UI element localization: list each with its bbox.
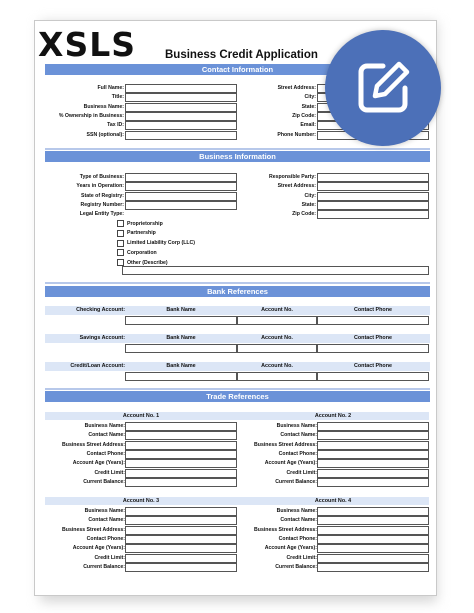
trade-field-label: Contact Name: [88, 517, 125, 524]
trade-account-header: Account No. 2 [237, 412, 429, 420]
entity-type-label: Other (Describe) [127, 259, 168, 266]
business-field-input[interactable] [317, 192, 429, 201]
trade-account-header: Account No. 3 [45, 497, 237, 505]
bank-column-header: Contact Phone [353, 335, 393, 341]
entity-type-option[interactable] [117, 219, 163, 228]
trade-account-header: Account No. 1 [45, 412, 237, 420]
trade-field-label: Contact Name: [280, 517, 317, 524]
bank-section-header: Bank References [45, 286, 430, 297]
contact-field-input[interactable] [125, 93, 237, 102]
bank-reference-row [45, 362, 430, 382]
trade-field-input[interactable] [125, 516, 237, 525]
bank-column-header: Contact Phone [353, 363, 393, 369]
entity-type-option[interactable] [117, 239, 195, 248]
checkbox[interactable] [117, 230, 124, 237]
trade-field-input[interactable] [317, 554, 429, 563]
contact-section-header: Contact Information [45, 64, 430, 75]
trade-section-header: Trade References [45, 391, 430, 402]
trade-field-input[interactable] [125, 535, 237, 544]
trade-field-input[interactable] [317, 526, 429, 535]
trade-field-input[interactable] [317, 535, 429, 544]
contact-field-label: % Ownership in Business: [58, 112, 124, 119]
contact-field-input[interactable] [125, 121, 237, 130]
trade-field-input[interactable] [125, 431, 237, 440]
edit-icon [353, 58, 413, 118]
business-field-label: Zip Code: [292, 211, 316, 218]
business-field-input[interactable] [317, 173, 429, 182]
business-field-label: Years in Operation: [76, 183, 124, 190]
trade-field-label: Contact Phone: [86, 450, 125, 457]
bank-field-input[interactable] [317, 316, 429, 325]
business-field-label: State of Registry: [81, 192, 124, 199]
bank-field-input[interactable] [317, 372, 429, 381]
trade-field-label: Credit Limit: [94, 554, 125, 561]
entity-type-label: Proprietorship [127, 220, 163, 227]
business-field-input[interactable] [317, 201, 429, 210]
logo: XSLS [38, 25, 137, 64]
trade-field-input[interactable] [317, 563, 429, 572]
trade-field-label: Contact Phone: [86, 535, 125, 542]
trade-field-input[interactable] [317, 516, 429, 525]
business-field-label: City: [304, 192, 316, 199]
contact-field-label: Tax ID: [107, 122, 124, 129]
business-section-header: Business Information [45, 151, 430, 162]
trade-field-label: Business Name: [84, 508, 125, 514]
trade-field-label: Business Name: [276, 423, 317, 429]
contact-field-label: City: [304, 94, 316, 101]
trade-field-input[interactable] [125, 450, 237, 459]
trade-field-input[interactable] [317, 431, 429, 440]
trade-field-label: Account Age (Years): [264, 545, 317, 552]
bank-field-input[interactable] [125, 316, 237, 325]
trade-field-input[interactable] [125, 441, 237, 450]
business-field-input[interactable] [125, 192, 237, 201]
business-field-label: Type of Business: [79, 174, 124, 180]
trade-field-label: Contact Name: [280, 432, 317, 439]
business-field-label: Registry Number: [80, 201, 124, 208]
divider [45, 388, 430, 390]
business-field-input[interactable] [125, 201, 237, 210]
trade-field-input[interactable] [125, 478, 237, 487]
bank-field-input[interactable] [237, 344, 317, 353]
bank-column-header: Bank Name [166, 363, 196, 369]
trade-field-label: Current Balance: [275, 563, 317, 570]
bank-row-label: Credit/Loan Account: [70, 363, 125, 369]
entity-type-label: Limited Liability Corp (LLC) [127, 240, 196, 247]
trade-field-input[interactable] [317, 422, 429, 431]
trade-field-input[interactable] [125, 554, 237, 563]
trade-field-label: Credit Limit: [286, 554, 317, 561]
entity-type-option[interactable] [117, 229, 156, 238]
trade-field-input[interactable] [125, 563, 237, 572]
checkbox[interactable] [117, 249, 124, 256]
bank-column-header: Bank Name [166, 335, 196, 341]
bank-row-label: Savings Account: [79, 335, 125, 341]
divider [45, 282, 430, 284]
other-describe-input[interactable] [122, 266, 429, 275]
contact-field-label: Email: [300, 122, 316, 129]
bank-field-input[interactable] [317, 344, 429, 353]
contact-field-label: Title: [111, 94, 124, 101]
bank-column-header: Bank Name [166, 307, 196, 313]
business-field-input[interactable] [125, 182, 237, 191]
trade-field-input[interactable] [317, 478, 429, 487]
business-field-label: Street Address: [277, 183, 316, 190]
bank-field-input[interactable] [125, 344, 237, 353]
checkbox[interactable] [117, 220, 124, 227]
trade-field-label: Business Name: [84, 423, 125, 429]
trade-field-input[interactable] [125, 526, 237, 535]
divider [45, 148, 430, 150]
trade-field-label: Account Age (Years): [72, 545, 125, 552]
business-field-input[interactable] [317, 210, 429, 219]
entity-type-option[interactable] [117, 248, 157, 257]
contact-field-input[interactable] [125, 103, 237, 112]
contact-field-label: SSN (optional): [86, 131, 124, 138]
trade-field-input[interactable] [317, 544, 429, 553]
trade-account-header: Account No. 4 [237, 497, 429, 505]
trade-field-input[interactable] [317, 459, 429, 468]
trade-field-label: Business Street Address: [254, 441, 317, 448]
trade-field-label: Account Age (Years): [264, 460, 317, 467]
trade-field-input[interactable] [317, 450, 429, 459]
trade-field-label: Current Balance: [275, 478, 317, 485]
trade-field-input[interactable] [317, 441, 429, 450]
trade-field-label: Business Name: [276, 508, 317, 514]
trade-field-label: Contact Phone: [278, 535, 317, 542]
trade-field-input[interactable] [125, 544, 237, 553]
page-title: Business Credit Application [165, 49, 318, 61]
trade-field-label: Current Balance: [83, 563, 125, 570]
business-field-input[interactable] [125, 173, 237, 182]
business-field-label: Legal Entity Type: [79, 211, 124, 218]
trade-field-label: Account Age (Years): [72, 460, 125, 467]
trade-field-label: Contact Phone: [278, 450, 317, 457]
contact-field-label: Phone Number: [277, 131, 316, 138]
bank-column-header: Contact Phone [353, 307, 393, 313]
trade-field-input[interactable] [317, 469, 429, 478]
contact-field-label: Zip Code: [292, 112, 316, 119]
contact-field-label: State: [301, 103, 316, 110]
trade-field-input[interactable] [125, 422, 237, 431]
bank-reference-row [45, 306, 430, 326]
trade-field-label: Business Street Address: [254, 526, 317, 533]
contact-field-input[interactable] [125, 112, 237, 121]
entity-type-label: Corporation [127, 249, 157, 256]
trade-field-label: Credit Limit: [94, 469, 125, 476]
entity-type-label: Partnership [127, 230, 156, 237]
bank-row-label: Checking Account: [76, 307, 125, 313]
contact-field-input[interactable] [125, 131, 237, 140]
trade-field-input[interactable] [317, 507, 429, 516]
edit-badge[interactable] [325, 30, 441, 146]
business-field-label: Responsible Party: [269, 174, 316, 180]
bank-column-header: Account No. [261, 363, 293, 369]
trade-field-input[interactable] [125, 507, 237, 516]
contact-field-label: Full Name: [97, 85, 124, 91]
contact-field-label: Street Address: [277, 85, 316, 91]
trade-field-label: Contact Name: [88, 432, 125, 439]
bank-field-input[interactable] [237, 316, 317, 325]
trade-field-label: Business Street Address: [62, 526, 125, 533]
business-field-input[interactable] [317, 182, 429, 191]
business-field-label: State: [301, 201, 316, 208]
bank-column-header: Account No. [261, 335, 293, 341]
trade-field-label: Business Street Address: [62, 441, 125, 448]
contact-field-label: Business Name: [83, 103, 124, 110]
contact-field-input[interactable] [125, 84, 237, 93]
trade-field-input[interactable] [125, 459, 237, 468]
bank-field-input[interactable] [125, 372, 237, 381]
trade-field-input[interactable] [125, 469, 237, 478]
bank-field-input[interactable] [237, 372, 317, 381]
checkbox[interactable] [117, 240, 124, 247]
trade-field-label: Current Balance: [83, 478, 125, 485]
bank-column-header: Account No. [261, 307, 293, 313]
trade-field-label: Credit Limit: [286, 469, 317, 476]
bank-reference-row [45, 334, 430, 354]
